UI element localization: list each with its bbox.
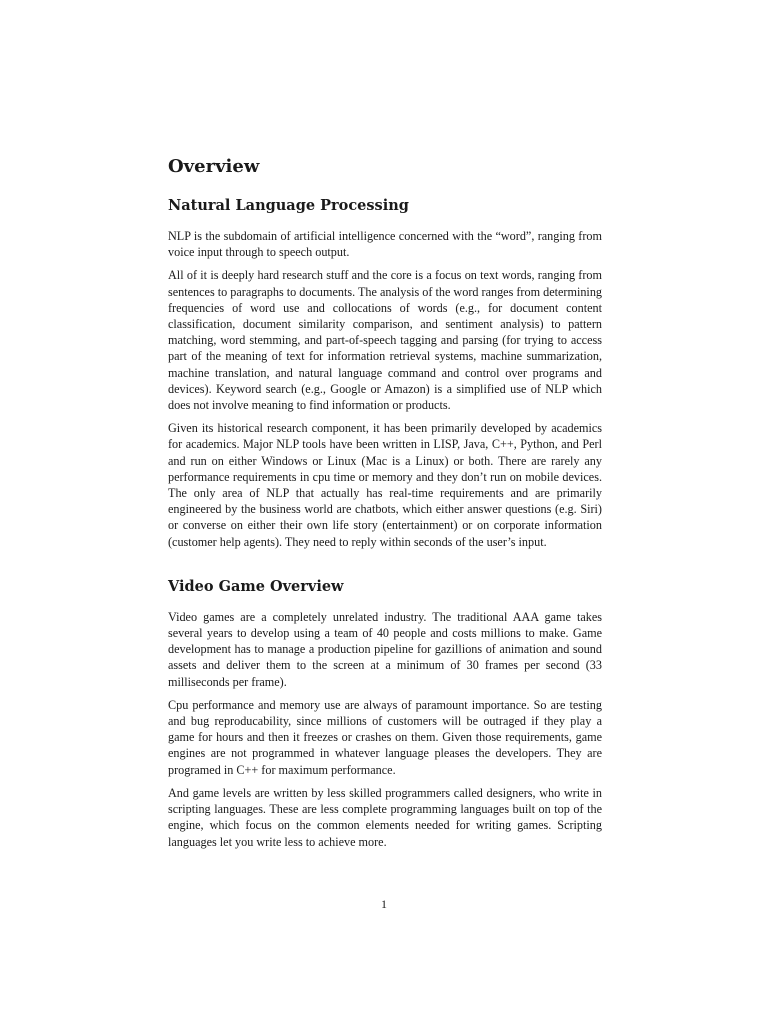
nlp-paragraph-1: NLP is the subdomain of artificial intelligence concerned with the “word”, ranging from voice input through to speech output. — [168, 229, 602, 260]
section-spacer — [168, 557, 602, 576]
nlp-paragraph-3: Given its historical research component, it has been primarily developed by academics for academics. Major NLP tools have been written in LISP, Java, C++, Python, and Perl and run on either Windows or Linux (Mac is a Linux) or both. There are rarely any performance requirements in cpu time or memory and they don’t run on mobile devices. The only area of NLP that actually has real-time requirements and are primarily engineered by the business world are chatbots, which either answer questions (e.g. Siri) or converse on either their own life story (entertainment) or on corporate information (customer help agents). They need to reply within seconds of the user’s input. — [168, 421, 602, 549]
video-game-paragraph-3: And game levels are written by less skilled programmers called designers, who write in scripting languages. These are less complete programming languages built on top of the engine, which focus on the common elements needed for writing games. Scripting languages let you write less to achieve more. — [168, 785, 602, 849]
section-heading-nlp: Natural Language Processing — [168, 197, 409, 214]
page-number: 1 — [381, 897, 387, 911]
section-nlp — [168, 195, 602, 550]
video-game-paragraph-1: Video games are a completely unrelated industry. The traditional AAA game takes several years to develop using a team of 40 people and costs millions to make. Game development has to manage a production pipeline for gazillions of animation and sound assets and deliver them to the screen at a minimum of 30 frames per second (33 milliseconds per frame). — [168, 609, 602, 689]
section-heading-video-game: Video Game Overview — [168, 577, 344, 595]
video-game-paragraph-2: Cpu performance and memory use are always of paramount importance. So are testing and bug reproducability, since millions of customers will be outraged if they play a game for hours and then it freezes or crashes on them. Given those requirements, game engines are not programmed in whatever language pleases the developers. They are programed in C++ for maximum performance. — [168, 697, 602, 777]
page-title: Overview — [168, 156, 260, 177]
document-page — [168, 154, 602, 857]
section-video-game — [168, 576, 602, 850]
nlp-paragraph-2: All of it is deeply hard research stuff and the core is a focus on text words, ranging from sentences to paragraphs to documents. The analysis of the word ranges from determining frequencies of word use and collocations of words (e.g., for document content classification, document similarity comparison, and sentiment analysis) to pattern matching, word stemming, and part-of-speech tagging and parsing (for trying to access part of the meaning of text for information retrieval systems, machine summarization, machine translation, and natural language command and control over programs and devices). Keyword search (e.g., Google or Amazon) is a simplified use of NLP which does not involve meaning to find information or products. — [168, 268, 603, 413]
